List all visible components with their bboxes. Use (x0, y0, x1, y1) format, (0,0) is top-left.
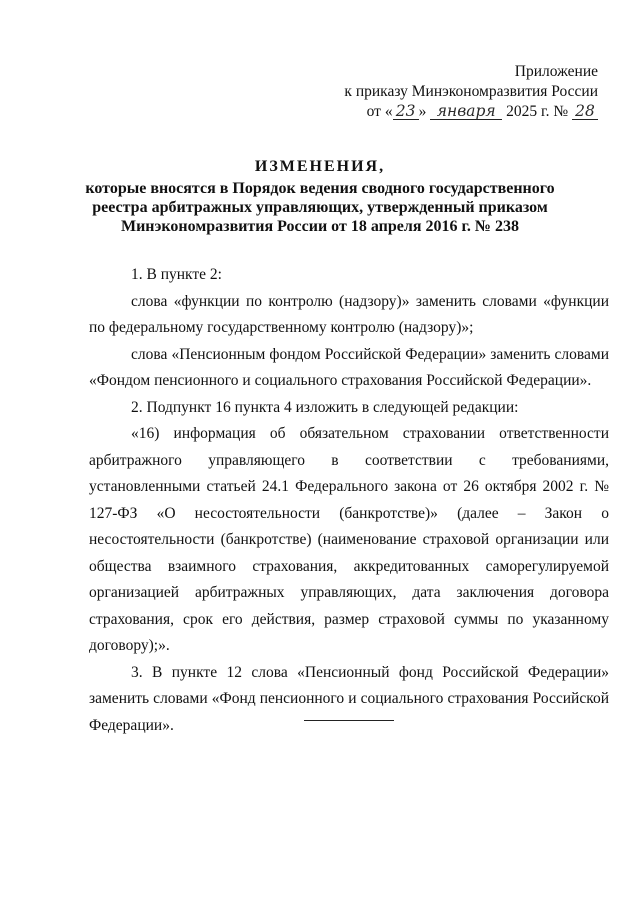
date-quote: » (418, 103, 427, 120)
paragraph-6: 3. В пункте 12 слова «Пенсионный фонд Российской Федерации» заменить словами «Фонд пенсионного и социального страхования Российской Федерации». (89, 663, 609, 734)
handwritten-order-number: 28 (572, 103, 598, 120)
paragraph-5: «16) информация об обязательном страховании ответственности арбитражного управляющего в соответствии с требованиями, установленными статьей 24.1 Федерального закона от 26 октября 2002 г. № 127-ФЗ «О несостоятельности (банкротстве)» (далее – Закон о несостоятельности (банкротстве) (наименование страховой организации или общества взаимного страхования, аккредитованных саморегулируемой организацией арбитражных управляющих, дата заключения договора страхования, срок его действия, размер страховой суммы по указанному договору);». (89, 425, 609, 654)
order-date-line (344, 102, 598, 122)
appendix-label: Приложение (514, 63, 598, 80)
paragraph-3: слова «Пенсионным фондом Российской Федерации» заменить словами «Фондом пенсионного и социального страхования Российской Федерации». (89, 345, 609, 389)
end-divider (304, 720, 394, 721)
title-main: ИЗМЕНЕНИЯ, (254, 158, 386, 175)
handwritten-month: января (430, 103, 502, 120)
title-line-1: которые вносятся в Порядок ведения сводного государственного (85, 180, 555, 197)
handwritten-day: 23 (393, 103, 419, 120)
year-number-label: 2025 г. № (506, 103, 569, 120)
document-body (89, 262, 609, 739)
paragraph-1: 1. В пункте 2: (131, 266, 222, 283)
title-line-2: реестра арбитражных управляющих, утвержденный приказом (92, 199, 548, 216)
order-reference: к приказу Минэкономразвития России (344, 83, 598, 100)
paragraph-2: слова «функции по контролю (надзору)» заменить словами «функции по федеральному государственному контролю (надзору)»; (89, 292, 609, 336)
date-prefix: от « (366, 103, 393, 120)
paragraph-4: 2. Подпункт 16 пункта 4 изложить в следующей редакции: (131, 398, 519, 416)
document-title (0, 157, 640, 236)
title-line-3: Минэкономразвития России от 18 апреля 2016 г. № 238 (120, 218, 520, 235)
appendix-header (344, 62, 598, 122)
